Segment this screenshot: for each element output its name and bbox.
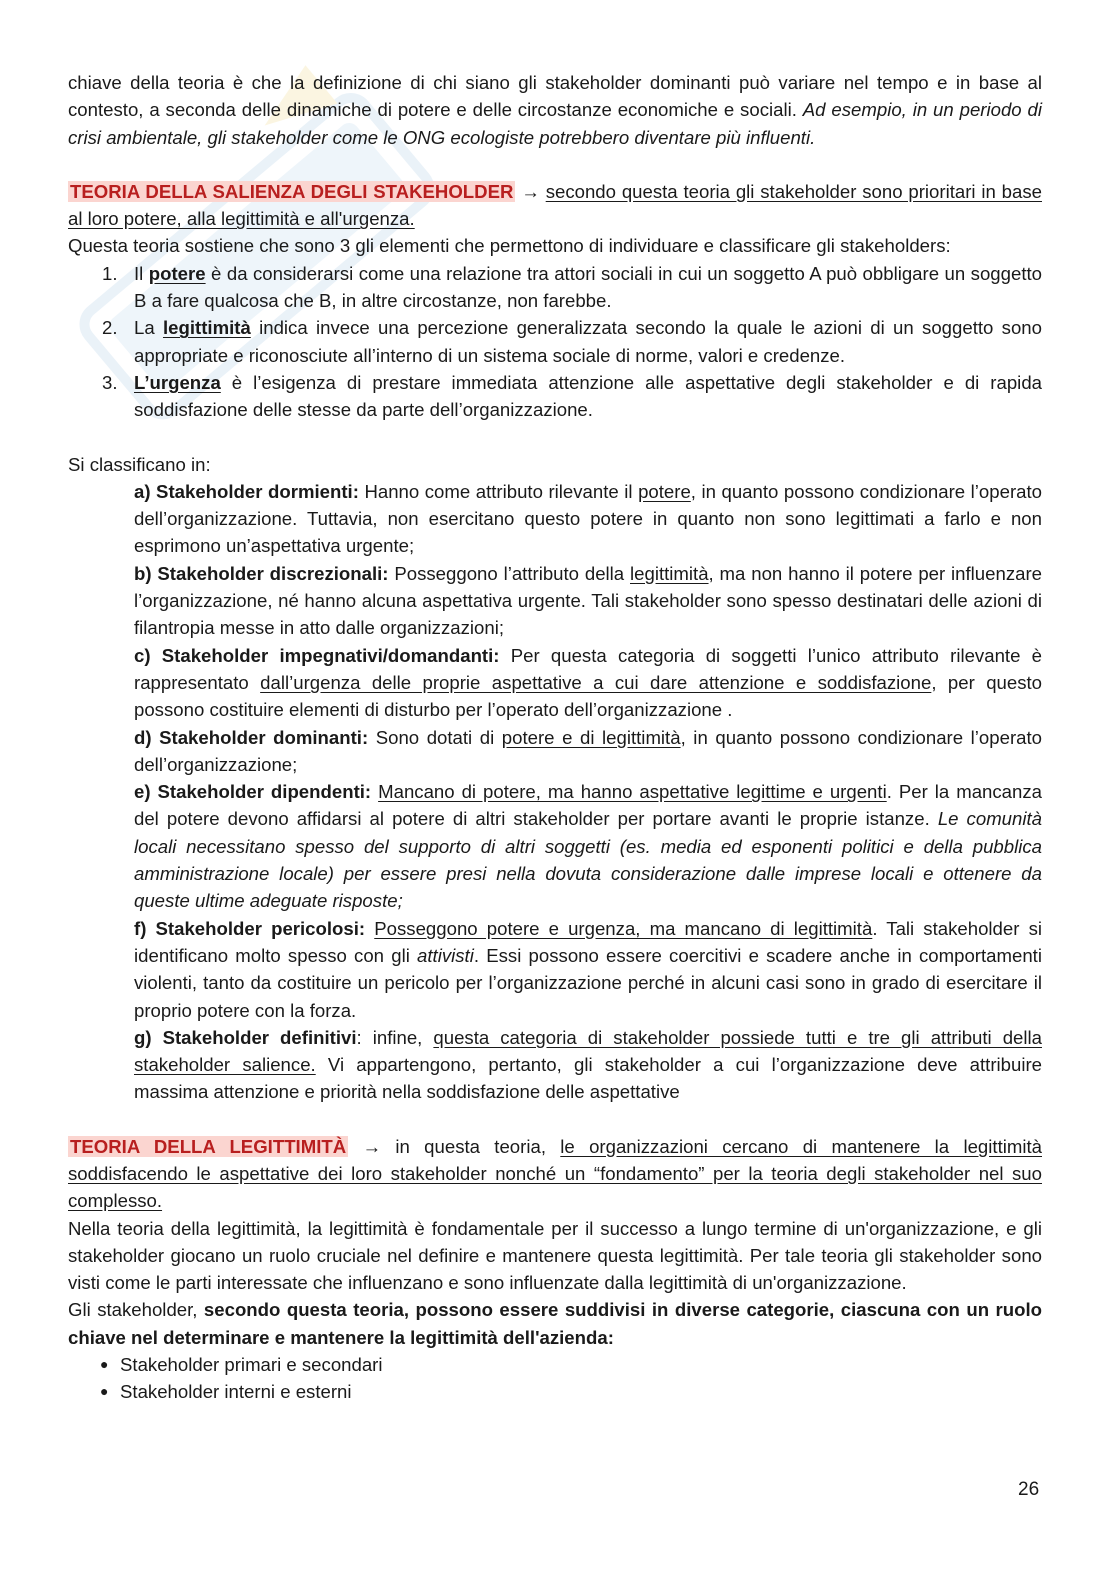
legittimita-heading: TEORIA DELLA LEGITTIMITÀ [70, 1135, 347, 1157]
salienza-lead: Questa teoria sostiene che sono 3 gli elementi che permettono di individuare e classificare gli stakeholders: [68, 235, 951, 257]
class-b: b) Stakeholder discrezionali: Posseggono l’attributo della legittimità, ma non hanno il potere per influenzare l’organizzazione, né hanno alcuna aspettativa urgente. Tali stakeholder sono spesso destinatari delle azioni di filantropia messe in atto dalle organizzazioni; [134, 562, 1042, 639]
list-item: ● Stakeholder interni e esterni [68, 1378, 1042, 1405]
legittimita-paragraph-1: Nella teoria della legittimità, la legittimità è fondamentale per il successo a lungo termine di un'organizzazione, e gli stakeholder giocano un ruolo cruciale nel definire e mantenere questa legittimità. Per tale teoria gli stakeholder sono visti come le parti interessate che influenzano e sono influenzate dalla legittimità di un'organizzazione. [68, 1217, 1042, 1294]
class-a: a) Stakeholder dormienti: Hanno come attributo rilevante il potere, in quanto possono condizionare l’operato dell’organizzazione. Tuttavia, non esercitano questo potere in quanto non sono legittimati a farlo e non esprimono un’aspettativa urgente; [134, 480, 1042, 557]
page-content [68, 69, 1042, 1406]
salienza-elements-list [68, 260, 1042, 424]
legittimita-heading-paragraph: TEORIA DELLA LEGITTIMITÀ → in questa teoria, le organizzazioni cercano di mantenere la legittimità soddisfacendo le aspettative dei loro stakeholder nonché un “fondamento” per la teoria degli stakeholder nel suo complesso. [68, 1135, 1042, 1212]
salienza-heading: TEORIA DELLA SALIENZA DEGLI STAKEHOLDER [70, 180, 514, 202]
class-d: d) Stakeholder dominanti: Sono dotati di potere e di legittimità, in quanto possono condizionare l’operato dell’organizzazione; [134, 726, 1042, 775]
salienza-definition: secondo questa teoria gli stakeholder sono prioritari in base al loro potere, alla legittimità e all'urgenza. [68, 180, 1042, 230]
class-f: f) Stakeholder pericolosi: Posseggono potere e urgenza, ma mancano di legittimità. Tali stakeholder si identificano molto spesso con gli attivisti. Essi possono essere coercitivi e scadere anche in comportamenti violenti, tanto da costituire un pericolo per l’organizzazione perché in alcuni casi sono in grado di esercitare il proprio potere con la forza. [134, 917, 1042, 1021]
arrow-icon: → [348, 1135, 396, 1157]
term-legittimita: legittimità [162, 317, 251, 339]
term-potere: potere [148, 262, 206, 284]
bullet-icon: ● [100, 1383, 109, 1400]
class-e: e) Stakeholder dipendenti: Mancano di potere, ma hanno aspettative legittime e urgenti. Per la mancanza del potere devono affidarsi al potere di altri stakeholder per portare avanti le proprie istanze. Le comunità locali necessitano spesso del supporto di altri soggetti (es. media ed esponenti politici e della pubblica amministrazione locale) per essere presi nella dovuta considerazione dalle imprese locali e ottenere da queste ultime adeguate risposte; [134, 781, 1043, 912]
term-urgenza: L’urgenza [134, 371, 221, 393]
class-g: g) Stakeholder definitivi: infine, questa categoria di stakeholder possiede tutti e tre gli attributi della stakeholder salience. Vi appartengono, pertanto, gli stakeholder a cui l’organizzazione deve attribuire massima attenzione e priorità nella soddisfazione delle aspettative [134, 1026, 1042, 1103]
legittimita-bullets [68, 1351, 1042, 1406]
classify-label: Si classificano in: [68, 453, 211, 475]
class-c: c) Stakeholder impegnativi/domandanti: Per questa categoria di soggetti l’unico attributo rilevante è rappresentato dall’urgenza delle proprie aspettative a cui dare attenzione e soddisfazione, per questo possono costituire elementi di disturbo per l’operato dell’organizzazione . [134, 644, 1043, 721]
list-item: 3. L’urgenza è l’esigenza di prestare immediata attenzione alle aspettative degli stakeholder e di rapida soddisfazione delle stesse da parte dell’organizzazione. [102, 371, 1042, 421]
salienza-heading-paragraph [68, 178, 1042, 233]
bullet-icon: ● [100, 1356, 109, 1373]
intro-paragraph: chiave della teoria è che la definizione di chi siano gli stakeholder dominanti può variare nel tempo e in base al contesto, a seconda delle dinamiche di potere e delle circostanze economiche e sociali. Ad esempio, in un periodo di crisi ambientale, gli stakeholder come le ONG ecologiste potrebbero diventare più influenti. [68, 72, 1042, 148]
list-item: 1. Il potere è da considerarsi come una relazione tra attori sociali in cui un soggetto A può obbligare un soggetto B a fare qualcosa che B, in altre circostanze, non farebbe. [102, 262, 1042, 312]
page-number: 26 [1018, 1479, 1040, 1500]
list-item: 2. La legittimità indica invece una percezione generalizzata secondo la quale le azioni di un soggetto sono appropriate e riconosciute all’interno di un sistema sociale di norme, valori e credenze. [102, 317, 1042, 366]
legittimita-definition: le organizzazioni cercano di mantenere la legittimità soddisfacendo le aspettative dei loro stakeholder nonché un “fondamento” per la teoria degli stakeholder nel suo complesso. [68, 1135, 1042, 1212]
intro-example: Ad esempio, in un periodo di crisi ambientale, gli stakeholder come le ONG ecologiste potrebbero diventare più influenti. [68, 99, 1042, 148]
legittimita-paragraph-2: Gli stakeholder, secondo questa teoria, possono essere suddivisi in diverse categorie, ciascuna con un ruolo chiave nel determinare e mantenere la legittimità dell'azienda: [68, 1299, 1042, 1348]
arrow-icon: → [515, 180, 546, 202]
list-item: ● Stakeholder primari e secondari [68, 1351, 1042, 1378]
